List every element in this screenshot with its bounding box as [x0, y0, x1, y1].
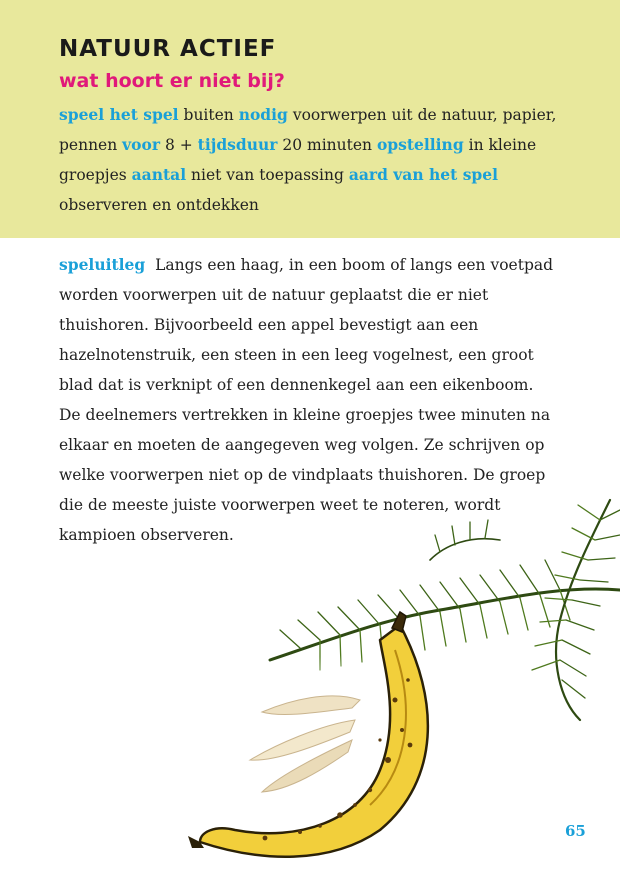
meta-value-count: niet van toepassing [191, 166, 344, 184]
page-subtitle: wat hoort er niet bij? [59, 70, 285, 92]
meta-value-type: observeren en ontdekken [59, 196, 259, 214]
meta-label-setup: opstelling [376, 135, 464, 154]
meta-value-needed: voorwerpen uit de natuur, papier, pennen [59, 106, 557, 154]
meta-value-where: buiten [183, 106, 234, 124]
page-title: NATUUR ACTIEF [59, 36, 277, 62]
explanation-label: speluitleg [59, 255, 146, 274]
meta-label-duration: tijdsduur [197, 135, 278, 154]
meta-label-needed: nodig [238, 105, 288, 124]
meta-value-setup: in kleine groepjes [59, 136, 537, 184]
explanation-text: Langs een haag, in een boom of langs een voetpad worden voorwerpen uit de natuur geplaatst die er niet thuishoren. Bijvoorbeeld een appel bevestigt aan een hazelnotenstruik, een steen in een leeg vogelnest, een groot blad dat is verknipt of een dennenkegel aan een eikenboom. De deelnemers vertrekken in kleine groepjes twee minuten na elkaar en moeten de aangegeven weg volgen. Ze schrijven op welke voorwerpen niet op de vindplaats thuishoren. De groep die de meeste juiste voorwerpen weet te noteren, wordt kampioen observeren. [59, 256, 554, 544]
meta-label-type: aard van het spel [348, 165, 499, 184]
meta-value-duration: 20 minuten [282, 136, 373, 154]
page-number: 65 [565, 822, 586, 840]
meta-label-where: speel het spel [59, 105, 179, 124]
meta-label-age: voor [122, 135, 161, 154]
meta-label-count: aantal [131, 165, 187, 184]
meta-value-age: 8 + [164, 136, 193, 154]
